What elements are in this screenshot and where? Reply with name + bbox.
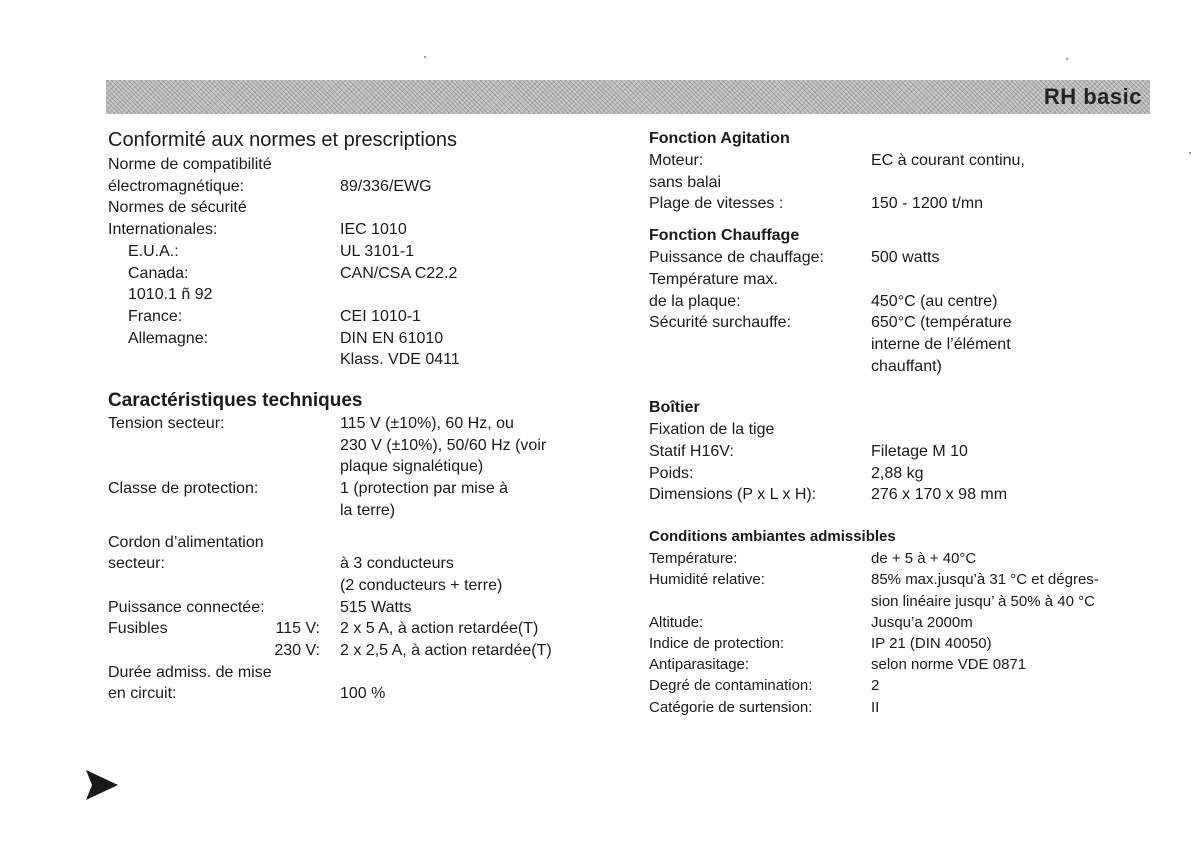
- spec-row: Température: de + 5 à + 40°C: [649, 550, 977, 568]
- spec-row: Moteur: EC à courant continu,: [649, 152, 1025, 169]
- spec-row: Allemagne: DIN EN 61010: [128, 329, 444, 347]
- scan-speck: [1066, 58, 1068, 60]
- spec-row: Klass. VDE 0411: [340, 351, 460, 369]
- protection-row: Classe de protection: 1 (protection par mise à la terre): [108, 480, 509, 519]
- spec-row: Norme de compatibilité: [108, 156, 272, 173]
- header-title: RH basic: [1043, 84, 1142, 109]
- heating-title: Fonction Chauffage: [649, 227, 800, 245]
- spec-row: Internationales: IEC 1010: [108, 221, 407, 239]
- spec-row: Poids: 2,88 kg: [649, 464, 924, 482]
- spec-row: Fixation de la tige: [649, 421, 775, 439]
- spec-row: Normes de sécurité: [108, 199, 247, 217]
- spec-row: Statif H16V: Filetage M 10: [649, 443, 968, 461]
- header-band: [106, 80, 1150, 114]
- spec-row: Puissance de chauffage: 500 watts: [649, 249, 940, 267]
- scan-speck: [424, 56, 426, 58]
- spec-row: Plage de vitesses : 150 - 1200 t/mn: [649, 195, 984, 213]
- agitation-title: Fonction Agitation: [649, 130, 790, 147]
- fuse-row: 230 V: 2 x 2,5 A, à action retardée(T): [274, 642, 552, 660]
- ambient-title: Conditions ambiantes admissibles: [649, 528, 896, 546]
- cord-row: Cordon d’alimentation: [108, 533, 264, 551]
- right-column: [649, 128, 1149, 718]
- spec-row: E.U.A.: UL 3101-1: [128, 242, 415, 260]
- spec-row: Dimensions (P x L x H): 276 x 170 x 98 mm: [649, 486, 1008, 504]
- voltage-row: Tension secteur: 115 V (±10%), 60 Hz, ou 230 V (±10%), 50/60 Hz (voir plaque signalétique): [108, 415, 547, 476]
- ambient-section: [649, 526, 1149, 718]
- spec-row: sans balai: [649, 173, 722, 191]
- spec-row: Humidité relative: 85% max.jusqu’à 31 °C et dégres- sion linéaire jusqu’ à 50% à 40 °C: [649, 571, 1099, 610]
- spec-row: Indice de protection: IP 21 (DIN 40050): [649, 634, 992, 652]
- left-column: [108, 128, 608, 705]
- spec-row: Catégorie de surtension: II: [649, 698, 880, 716]
- duty-row: Durée admiss. de mise: [108, 663, 272, 681]
- arrow-right-icon: [84, 768, 120, 807]
- spec-row: Température max.: [649, 270, 778, 288]
- scan-speck: [1189, 152, 1191, 154]
- fuse-row: Fusibles 115 V: 2 x 5 A, à action retardée(T): [108, 620, 539, 638]
- housing-title: Boîtier: [649, 399, 700, 417]
- power-row: Puissance connectée: 515 Watts: [108, 598, 412, 616]
- conformity-title: Conformité aux normes et prescriptions: [108, 129, 458, 151]
- spec-row: France: CEI 1010-1: [128, 307, 421, 325]
- spec-row: électromagnétique: 89/336/EWG: [108, 177, 432, 195]
- duty-row: en circuit: 100 %: [108, 685, 386, 703]
- cord-row: secteur: à 3 conducteurs (2 conducteurs + terre): [108, 555, 503, 594]
- spec-row: Altitude: Jusqu’a 2000m: [649, 613, 973, 631]
- spec-row: Degré de contamination: 2: [649, 677, 880, 695]
- spec-row: Canada: CAN/CSA C22.2: [128, 264, 458, 282]
- spec-row: de la plaque: 450°C (au centre): [649, 292, 998, 310]
- spec-row: Sécurité surchauffe: 650°C (température interne de l’élément chauffant): [649, 314, 1012, 375]
- technical-title: Caractéristiques techniques: [108, 390, 363, 412]
- spec-row: 1010.1 ñ 92: [128, 286, 213, 304]
- spec-row: Antiparasitage: selon norme VDE 0871: [649, 656, 1027, 674]
